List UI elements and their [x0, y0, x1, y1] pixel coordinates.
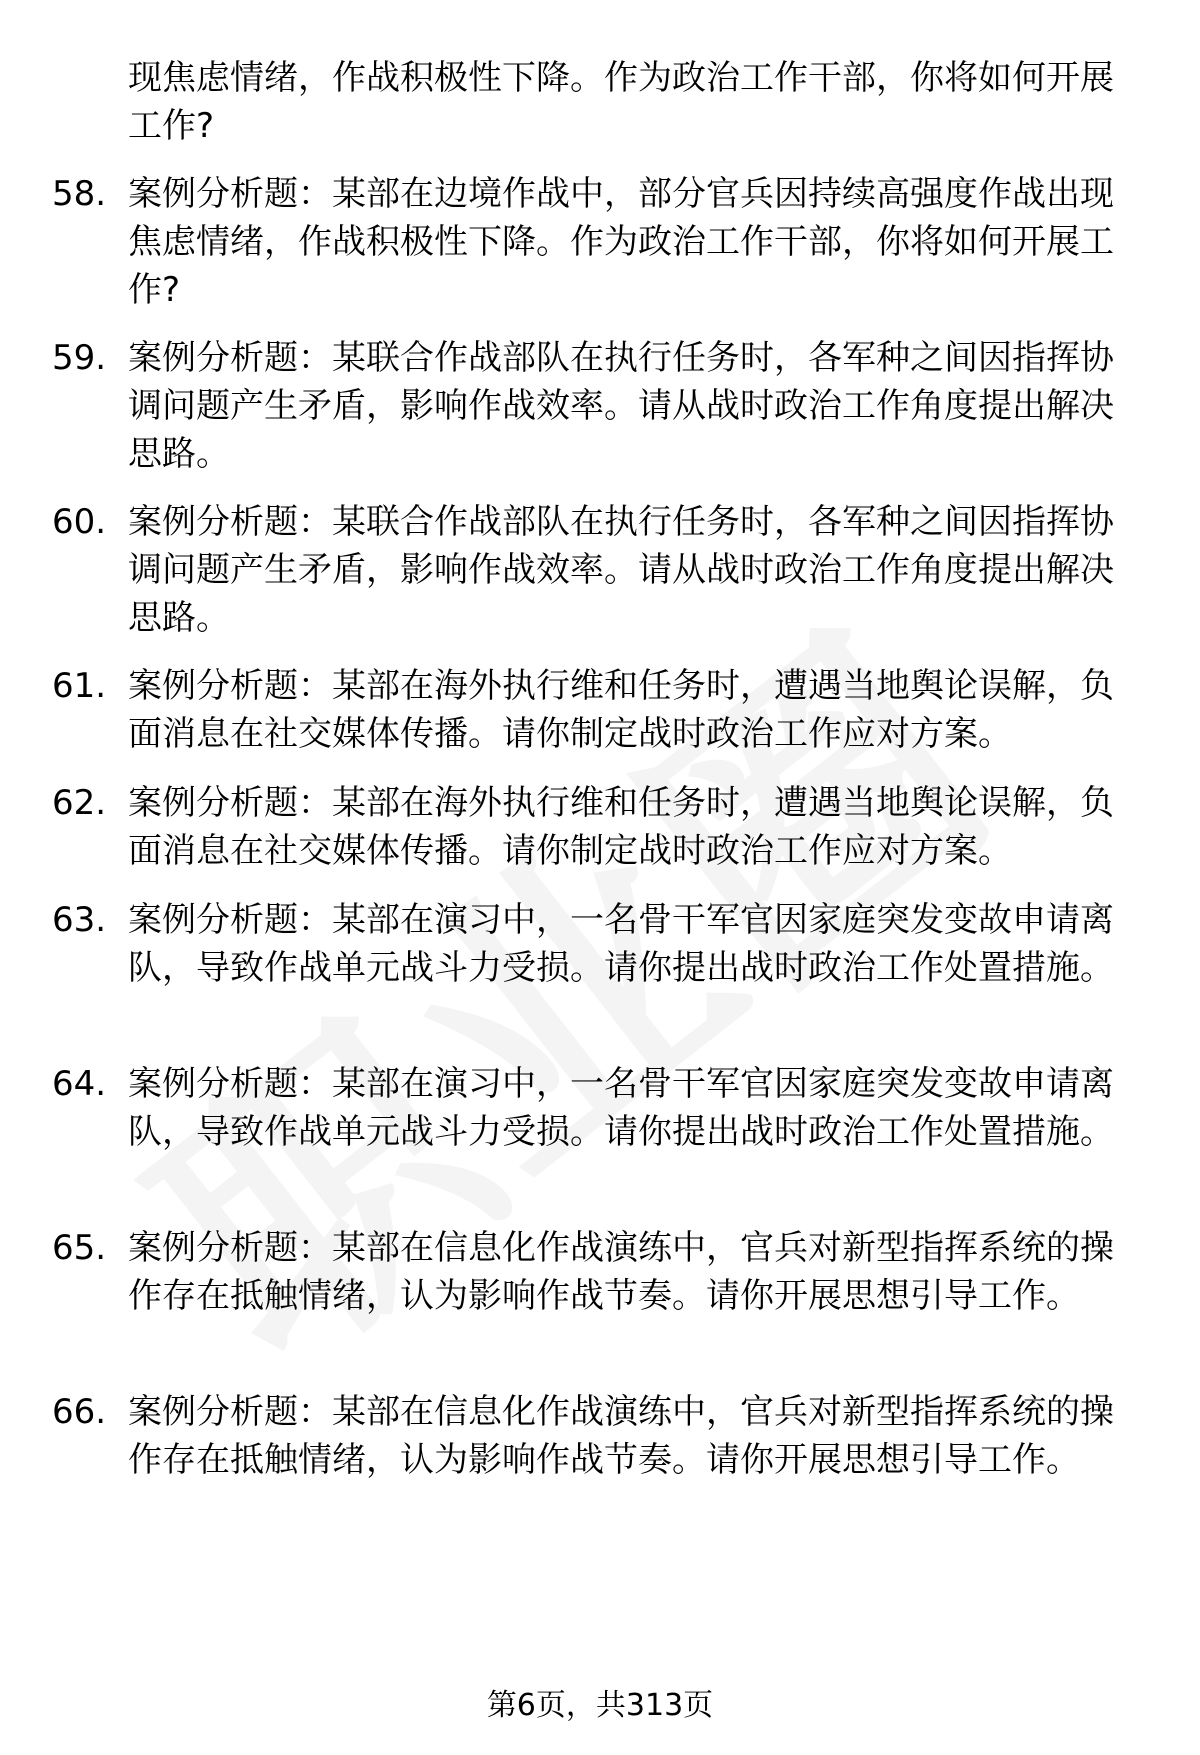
page-footer: 第6页，共313页	[486, 1688, 714, 1723]
question-text: 案例分析题：某联合作战部队在执行任务时，各军种之间因指挥协调问题产生矛盾，影响作战效率。请从战时政治工作角度提出解决思路。	[128, 502, 1114, 638]
question-number: 62.	[52, 783, 107, 823]
question-text: 案例分析题：某部在演习中，一名骨干军官因家庭突发变故申请离队，导致作战单元战斗力受损。请你提出战时政治工作处置措施。	[128, 900, 1114, 988]
question-text: 案例分析题：某部在边境作战中，部分官兵因持续高强度作战出现焦虑情绪，作战积极性下降。作为政治工作干部，你将如何开展工作?	[128, 174, 1114, 310]
question-number: 61.	[52, 666, 107, 706]
question-number: 64.	[52, 1064, 107, 1104]
question-number: 60.	[52, 502, 107, 542]
question-text: 案例分析题：某部在演习中，一名骨干军官因家庭突发变故申请离队，导致作战单元战斗力受损。请你提出战时政治工作处置措施。	[128, 1064, 1114, 1152]
question-number: 59.	[52, 338, 107, 378]
continued-question-text: 现焦虑情绪，作战积极性下降。作为政治工作干部，你将如何开展工作?	[128, 58, 1114, 146]
question-number: 66.	[52, 1392, 107, 1432]
question-text: 案例分析题：某部在信息化作战演练中，官兵对新型指挥系统的操作存在抵触情绪，认为影响作战节奏。请你开展思想引导工作。	[128, 1392, 1114, 1480]
question-number: 65.	[52, 1228, 107, 1268]
question-text: 案例分析题：某部在海外执行维和任务时，遭遇当地舆论误解，负面消息在社交媒体传播。请你制定战时政治工作应对方案。	[128, 666, 1114, 754]
question-number: 63.	[52, 900, 107, 940]
question-text: 案例分析题：某部在信息化作战演练中，官兵对新型指挥系统的操作存在抵触情绪，认为影响作战节奏。请你开展思想引导工作。	[128, 1228, 1114, 1316]
question-number: 58.	[52, 174, 107, 214]
question-text: 案例分析题：某部在海外执行维和任务时，遭遇当地舆论误解，负面消息在社交媒体传播。请你制定战时政治工作应对方案。	[128, 783, 1114, 871]
question-text: 案例分析题：某联合作战部队在执行任务时，各军种之间因指挥协调问题产生矛盾，影响作战效率。请从战时政治工作角度提出解决思路。	[128, 338, 1114, 474]
